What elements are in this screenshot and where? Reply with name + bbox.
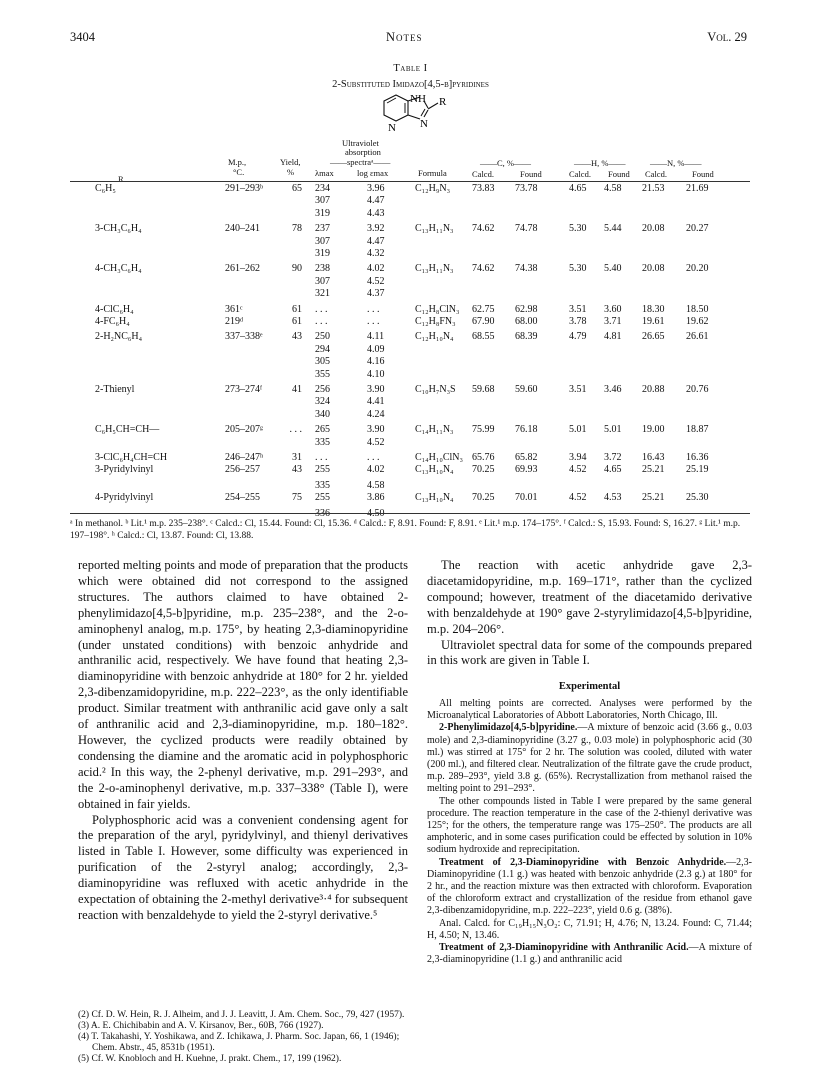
cell-h2: 3.72 xyxy=(604,452,622,463)
running-head: Notes xyxy=(386,30,423,44)
cell-mp: 254–255 xyxy=(225,492,260,504)
logemax-head: log εmax xyxy=(357,168,389,178)
uv-head-1: Ultraviolet xyxy=(342,138,379,148)
cell-e: 3.86 xyxy=(367,492,385,504)
cell-n2: 21.69 xyxy=(686,183,709,194)
cell-e: . . . xyxy=(367,303,380,315)
cell-h1: 4.52 xyxy=(569,492,587,504)
cell-n1: 16.43 xyxy=(642,452,665,463)
mp-head-1: M.p., xyxy=(228,157,247,167)
table-row xyxy=(0,195,821,208)
cell-mp: 246–247ʰ xyxy=(225,452,264,463)
cell-l: 307 xyxy=(315,235,330,247)
table-row xyxy=(0,288,821,301)
cell-c2: 74.78 xyxy=(515,223,538,235)
cell-n2: 18.50 xyxy=(686,303,709,315)
cell-n1: 25.21 xyxy=(642,492,665,504)
cell-yield: 41 xyxy=(292,384,302,395)
struct-r: R xyxy=(439,96,447,108)
table-row xyxy=(0,396,821,409)
mp-head-2: °C. xyxy=(233,167,245,177)
cell-e: 4.47 xyxy=(367,235,385,247)
h-calcd-head: Calcd. xyxy=(569,169,591,179)
cell-n1: 20.88 xyxy=(642,384,665,395)
cell-n2: 18.87 xyxy=(686,424,709,436)
cell-h1: 5.01 xyxy=(569,424,587,436)
cell-l: 321 xyxy=(315,288,330,300)
right-paragraph-2: Ultraviolet spectral data for some of the compounds prepared in this work are given in Table I. xyxy=(427,637,752,668)
cell-f: C₁₃H₁₀N₄ xyxy=(415,492,454,504)
cell-yield: 65 xyxy=(292,183,302,194)
lmax-head: λmax xyxy=(315,168,334,178)
cell-h2: 4.65 xyxy=(604,464,622,476)
table-row xyxy=(0,452,821,465)
cell-h2: 3.71 xyxy=(604,316,622,327)
n-head: ——N, %—— xyxy=(650,158,702,168)
table-row xyxy=(0,356,821,369)
cell-R: 4-CH₃C₆H₄ xyxy=(95,263,142,275)
cell-l: 336 xyxy=(315,507,330,519)
cell-e: 4.47 xyxy=(367,195,385,207)
cell-c2: 70.01 xyxy=(515,492,538,504)
table-row xyxy=(0,183,821,196)
table-row xyxy=(0,424,821,437)
cell-R: 3-CH₃C₆H₄ xyxy=(95,223,142,235)
h-head: ——H, %—— xyxy=(574,158,626,168)
cell-e: 4.41 xyxy=(367,396,385,408)
analysis-paragraph: Anal. Calcd. for C₁₉H₁₅N₃O₂: C, 71.91; H, 4.76; N, 13.24. Found: C, 71.44; H, 4.50; N, 13.46. xyxy=(427,917,752,941)
cell-h2: 3.60 xyxy=(604,303,622,315)
cell-R: 4-FC₆H₄ xyxy=(95,316,130,327)
cell-yield: 78 xyxy=(292,223,302,235)
cell-n2: 20.20 xyxy=(686,263,709,275)
cell-e: 4.58 xyxy=(367,479,385,491)
yield-head-1: Yield, xyxy=(280,157,301,167)
cell-l: 234 xyxy=(315,183,330,194)
table-row xyxy=(0,344,821,357)
cell-n2: 20.27 xyxy=(686,223,709,235)
cell-n2: 25.30 xyxy=(686,492,709,504)
cell-e: 4.43 xyxy=(367,207,385,219)
cell-l: . . . xyxy=(315,303,328,315)
cell-n2: 26.61 xyxy=(686,331,709,343)
table-row xyxy=(0,236,821,249)
cell-n2: 20.76 xyxy=(686,384,709,395)
cell-n1: 20.08 xyxy=(642,263,665,275)
cell-e: 4.11 xyxy=(367,331,385,343)
cell-f: C₁₃H₁₁N₃ xyxy=(415,223,454,235)
cell-mp: 256–257 xyxy=(225,464,260,476)
table-footnotes: ᵃ In methanol. ᵇ Lit.¹ m.p. 235–238°. ᶜ Calcd.: Cl, 15.44. Found: Cl, 15.36. ᵈ Calcd.: F, 8.91. Found: F, 8.91. ᵉ Lit.¹ m.p. 174–175°. ᶠ Calcd.: S, 15.93. Found: S, 16.27. ᵍ Lit.¹ m.p. 197–198°. ʰ Calcd.: Cl, 13.87. Found: Cl, 13.88. xyxy=(70,519,741,541)
cell-R: 2-Thienyl xyxy=(95,384,135,395)
cell-c1: 67.90 xyxy=(472,316,495,327)
procedure-text: —A mixture of benzoic acid (3.66 g., 0.03 mole) and 2,3-diaminopyridine (3.27 g., 0.03 mole) in polyphosphoric acid (30 ml.) was stirred at 175° for 2 hr. The solution was cooled, diluted with water (200 ml.), and filtered clear. Neutralization of the filtrate gave the crude product, m.p. 289–293°, yield 3.8 g. (65%). Recrystallization from methanol raised the melting point to 291–293°. xyxy=(427,722,752,795)
cell-yield: 90 xyxy=(292,263,302,275)
cell-c2: 68.39 xyxy=(515,331,538,343)
cell-h1: 4.52 xyxy=(569,464,587,476)
cell-c2: 68.00 xyxy=(515,316,538,327)
cell-e: 4.02 xyxy=(367,464,385,476)
cell-n2: 16.36 xyxy=(686,452,709,463)
cell-l: 340 xyxy=(315,408,330,420)
cell-c2: 62.98 xyxy=(515,303,538,315)
cell-l: 250 xyxy=(315,331,330,343)
cell-h2: 3.46 xyxy=(604,384,622,395)
cell-mp: 361ᶜ xyxy=(225,303,243,315)
cell-c1: 59.68 xyxy=(472,384,495,395)
cell-c1: 73.83 xyxy=(472,183,495,194)
table-row xyxy=(0,316,821,329)
cell-e: 3.92 xyxy=(367,223,385,235)
cell-f: C₁₂H₈ClN₃ xyxy=(415,303,460,315)
cell-c1: 74.62 xyxy=(472,263,495,275)
cell-c1: 65.76 xyxy=(472,452,495,463)
left-paragraph-1: reported melting points and mode of preparation that the products which were obtained did not correspond to the assigned structures. The authors claimed to have obtained 2-phenylimidazo[4,5-b]pyridine, m.p. 235–238°, and the 2-o-aminophenyl analog, m.p. 175°, by heating 2,3-diaminopyridine (under unstated conditions) with benzoic anhydride and anthranilic acid, respectively. We have found that heating 2,3-diaminopyridine with benzoic anhydride at 180° for 2 hr. yielded 2,3-dibenzamidopyridine, m.p. 222–223°, as the only identifiable product. Similar treatment with anthranilic acid gave only a salt of anthranilic acid and 2,3-diaminopyridine, m.p. 180–182°. However, the cyclized products were readily obtained by condensing the diamine and the aromatic acid in polyphosphoric acid.² In this way, the 2-phenyl derivative, m.p. 291–293°, and the 2-o-aminophenyl derivative, m.p. 337–338° (Table I), were obtained in fair yields. xyxy=(78,558,408,811)
table-row xyxy=(0,492,821,505)
cell-e: 4.02 xyxy=(367,263,385,275)
table-row xyxy=(0,208,821,221)
cell-n1: 19.00 xyxy=(642,424,665,436)
table-row xyxy=(0,409,821,422)
cell-R: 4-ClC₆H₄ xyxy=(95,303,134,315)
cell-e: 3.90 xyxy=(367,424,385,436)
reference-item: (3) A. E. Chichibabin and A. V. Kirsanov, Ber., 60B, 766 (1927). xyxy=(78,1021,324,1031)
cell-R: 3-ClC₆H₄CH=CH xyxy=(95,452,168,463)
cell-l: 238 xyxy=(315,263,330,275)
table-header xyxy=(0,138,821,184)
left-column xyxy=(78,558,408,924)
table-row xyxy=(0,223,821,236)
cell-e: 4.50 xyxy=(367,507,385,519)
procedure-text: —A mixture of 2,3-diaminopyridine (1.1 g.) and anthranilic acid xyxy=(427,942,752,966)
cell-l: 305 xyxy=(315,356,330,368)
cell-f: C₁₀H₇N₃S xyxy=(415,384,456,395)
cell-l: 355 xyxy=(315,368,330,380)
cell-c1: 70.25 xyxy=(472,464,495,476)
struct-nh: NH xyxy=(410,93,426,105)
yield-head-2: % xyxy=(287,167,295,177)
cell-mp: 273–274ᶠ xyxy=(225,384,263,395)
cell-h1: 3.51 xyxy=(569,384,587,395)
cell-f: C₁₂H₈FN₃ xyxy=(415,316,456,327)
experimental-paragraph: All melting points are corrected. Analyses were performed by the Microanalytical Laboratories of Abbott Laboratories, North Chicago, Ill. xyxy=(427,698,752,722)
cell-h2: 5.44 xyxy=(604,223,622,235)
cell-h2: 4.58 xyxy=(604,183,622,194)
struct-n-ring: N xyxy=(388,122,396,134)
cell-R: C₆H₅CH=CH— xyxy=(95,424,160,436)
cell-f: C₁₄H₁₁N₃ xyxy=(415,424,454,436)
c-found-head: Found xyxy=(520,169,542,179)
cell-mp: 205–207ᵍ xyxy=(225,424,264,436)
cell-l: 324 xyxy=(315,396,330,408)
uv-head-2: absorption xyxy=(345,147,381,157)
cell-n2: 19.62 xyxy=(686,316,709,327)
cell-yield: . . . xyxy=(289,424,302,436)
table-row xyxy=(0,464,821,477)
cell-h2: 5.01 xyxy=(604,424,622,436)
uv-head-3: ——spectraᵃ—— xyxy=(330,157,391,167)
cell-n1: 26.65 xyxy=(642,331,665,343)
cell-c2: 69.93 xyxy=(515,464,538,476)
procedure-heading: Treatment of 2,3-Diaminopyridine with Anthranilic Acid. xyxy=(439,942,689,954)
cell-n1: 19.61 xyxy=(642,316,665,327)
cell-l: 335 xyxy=(315,479,330,491)
cell-e: 4.37 xyxy=(367,288,385,300)
experimental-paragraph xyxy=(427,942,752,966)
cell-c2: 76.18 xyxy=(515,424,538,436)
cell-R: C₆H₅ xyxy=(95,183,116,194)
cell-l: 294 xyxy=(315,343,330,355)
table-header-rule xyxy=(70,181,750,182)
cell-e: 3.90 xyxy=(367,384,385,395)
cell-l: 319 xyxy=(315,248,330,259)
cell-e: 4.52 xyxy=(367,275,385,287)
cell-c2: 65.82 xyxy=(515,452,538,463)
page-number: 3404 xyxy=(70,30,95,44)
cell-yield: 61 xyxy=(292,316,302,327)
cell-c1: 75.99 xyxy=(472,424,495,436)
cell-h1: 3.94 xyxy=(569,452,587,463)
c-head: ——C, %—— xyxy=(480,158,531,168)
cell-yield: 43 xyxy=(292,464,302,476)
cell-mp: 219ᵈ xyxy=(225,316,244,327)
cell-mp: 291–293ᵇ xyxy=(225,183,264,194)
cell-f: C₁₃H₁₀N₄ xyxy=(415,464,454,476)
cell-l: 307 xyxy=(315,275,330,287)
imidazopyridine-structure xyxy=(372,93,452,137)
table-row xyxy=(0,437,821,450)
cell-l: 265 xyxy=(315,424,330,436)
table-row xyxy=(0,248,821,261)
cell-n1: 18.30 xyxy=(642,303,665,315)
cell-e: . . . xyxy=(367,316,380,327)
cell-c1: 70.25 xyxy=(472,492,495,504)
struct-n-imid: N xyxy=(420,118,428,130)
cell-l: 335 xyxy=(315,436,330,448)
n-calcd-head: Calcd. xyxy=(645,169,667,179)
n-found-head: Found xyxy=(692,169,714,179)
cell-l: . . . xyxy=(315,316,328,327)
cell-c2: 74.38 xyxy=(515,263,538,275)
cell-mp: 240–241 xyxy=(225,223,260,235)
cell-h2: 4.53 xyxy=(604,492,622,504)
cell-l: 319 xyxy=(315,207,330,219)
left-paragraph-2: Polyphosphoric acid was a convenient condensing agent for the preparation of the aryl, pyridylvinyl, and thienyl derivatives listed in Table I. However, some difficulty was experienced in purification of the 2-styryl analog; accordingly, 2,3-diaminopyridine was refluxed with acetic anhydride in the expectation of obtaining the 2-methyl derivative³·⁴ for subsequent reaction with benzaldehyde to yield the 2-styryl derivative.⁵ xyxy=(78,812,408,922)
table-row xyxy=(0,331,821,344)
cell-yield: 43 xyxy=(292,331,302,343)
table-row xyxy=(0,384,821,397)
experimental-section xyxy=(427,698,752,966)
cell-l: 255 xyxy=(315,464,330,476)
cell-n1: 21.53 xyxy=(642,183,665,194)
cell-h1: 3.78 xyxy=(569,316,587,327)
cell-n1: 20.08 xyxy=(642,223,665,235)
table-bottom-rule xyxy=(70,513,750,514)
cell-yield: 61 xyxy=(292,303,302,315)
cell-f: C₁₂H₁₀N₄ xyxy=(415,331,454,343)
cell-e: . . . xyxy=(367,452,380,463)
table-row xyxy=(0,369,821,382)
experimental-heading: Experimental xyxy=(558,681,621,692)
table-row xyxy=(0,276,821,289)
experimental-paragraph xyxy=(427,857,752,918)
cell-n1: 25.21 xyxy=(642,464,665,476)
experimental-paragraph xyxy=(427,722,752,795)
cell-R: 3-Pyridylvinyl xyxy=(95,464,154,476)
procedure-heading: Treatment of 2,3-Diaminopyridine with Benzoic Anhydride. xyxy=(439,856,727,868)
cell-f: C₁₄H₁₀ClN₃ xyxy=(415,452,463,463)
h-found-head: Found xyxy=(608,169,630,179)
cell-e: 4.32 xyxy=(367,248,385,259)
formula-head: Formula xyxy=(418,168,447,178)
procedure-heading: 2-Phenylimidazo[4,5-b]pyridine. xyxy=(439,722,578,734)
cell-h1: 3.51 xyxy=(569,303,587,315)
cell-R: 2-H₂NC₆H₄ xyxy=(95,331,143,343)
cell-c2: 73.78 xyxy=(515,183,538,194)
cell-f: C₁₃H₁₁N₃ xyxy=(415,263,454,275)
cell-R: 4-Pyridylvinyl xyxy=(95,492,154,504)
cell-e: 4.16 xyxy=(367,356,385,368)
cell-mp: 261–262 xyxy=(225,263,260,275)
right-paragraph-1: The reaction with acetic anhydride gave 2,3-diacetamidopyridine, m.p. 169–171°, rather than the cyclized compound; however, treatment of the diacetamido derivative with benzaldehyde at 190° gave 2-styrylimidazo[4,5-b]pyridine, m.p. 204–206°. xyxy=(427,558,752,636)
reference-item: (4) T. Takahashi, Y. Yoshikawa, and Z. Ichikawa, J. Pharm. Soc. Japan, 66, 1 (1946); Chem. Abstr., 45, 8531b (1951). xyxy=(78,1032,400,1053)
cell-c1: 62.75 xyxy=(472,303,495,315)
cell-mp: 337–338ᵉ xyxy=(225,331,263,343)
cell-yield: 31 xyxy=(292,452,302,463)
cell-e: 3.96 xyxy=(367,183,385,194)
cell-yield: 75 xyxy=(292,492,302,504)
cell-l: 256 xyxy=(315,384,330,395)
cell-l: 237 xyxy=(315,223,330,235)
experimental-paragraph: The other compounds listed in Table I were prepared by the same general procedure. The reaction temperature in the case of the 2-thienyl derivative was 125°; for the others, the temperature range was 175–250°. The products are all amphoteric, and in some cases purification could be effected by solution in 10% sodium hydroxide and reprecipitation. xyxy=(427,795,752,856)
table-title: 2-Substituted Imidazo[4,5-b]pyridines xyxy=(332,79,489,90)
volume-label: Vol. 29 xyxy=(707,30,747,44)
reference-list xyxy=(78,1010,408,1065)
cell-h2: 5.40 xyxy=(604,263,622,275)
cell-h1: 4.65 xyxy=(569,183,587,194)
reference-item: (5) Cf. W. Knobloch and H. Kuehne, J. prakt. Chem., 17, 199 (1962). xyxy=(78,1054,342,1064)
table-label: Table I xyxy=(393,63,428,74)
cell-n2: 25.19 xyxy=(686,464,709,476)
r-head: R xyxy=(118,174,124,184)
cell-e: 4.09 xyxy=(367,343,385,355)
cell-l: 255 xyxy=(315,492,330,504)
cell-f: C₁₂H₉N₃ xyxy=(415,183,451,194)
cell-h1: 4.79 xyxy=(569,331,587,343)
reference-item: (2) Cf. D. W. Hein, R. J. Alheim, and J. J. Leavitt, J. Am. Chem. Soc., 79, 427 (1957). xyxy=(78,1010,405,1020)
table-row xyxy=(0,480,821,493)
cell-e: 4.10 xyxy=(367,368,385,380)
c-calcd-head: Calcd. xyxy=(472,169,494,179)
cell-c2: 59.60 xyxy=(515,384,538,395)
cell-e: 4.24 xyxy=(367,408,385,420)
cell-h2: 4.81 xyxy=(604,331,622,343)
table-row xyxy=(0,263,821,276)
table-row xyxy=(0,304,821,317)
table-body xyxy=(0,183,821,519)
cell-l: 307 xyxy=(315,195,330,207)
cell-h1: 5.30 xyxy=(569,263,587,275)
cell-l: . . . xyxy=(315,452,328,463)
cell-e: 4.52 xyxy=(367,436,385,448)
procedure-text: —2,3-Diaminopyridine (1.1 g.) was heated with benzoic anhydride (2.3 g.) at 180° for 2 hr., and the reaction mixture was then extracted with chloroform. Evaporation of the chloroform extract and crystallization of the residue from ethanol gave 2,3-dibenzamidopyridine, m.p. 222–223°, yield 0.6 g. (38%). xyxy=(427,856,752,917)
right-column xyxy=(427,558,752,669)
cell-c1: 68.55 xyxy=(472,331,495,343)
cell-h1: 5.30 xyxy=(569,223,587,235)
cell-c1: 74.62 xyxy=(472,223,495,235)
